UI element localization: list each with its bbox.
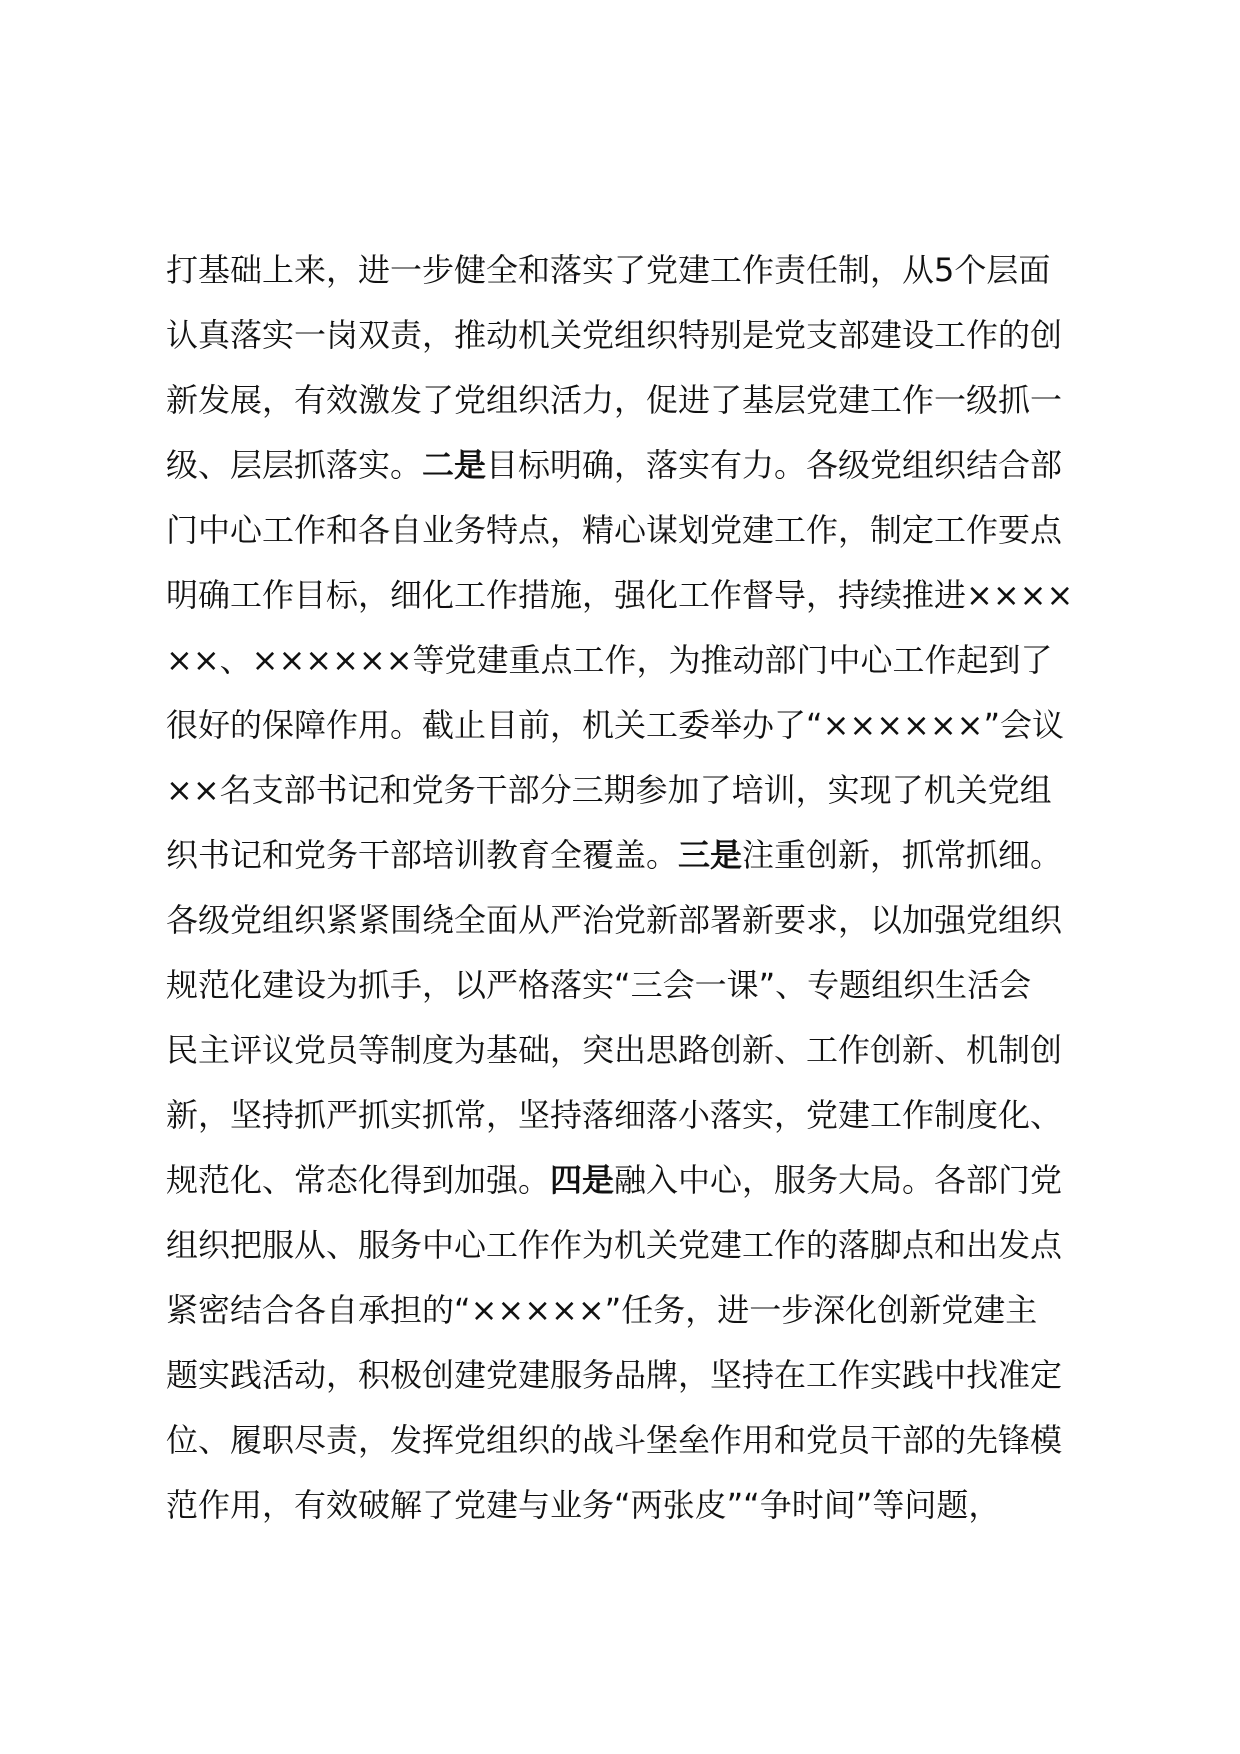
- text-run: ××、××××××等党建重点工作，为推动部门中心工作起到了: [166, 641, 1053, 679]
- body-text: [166, 238, 1126, 1538]
- text-run: 织书记和党务干部培训教育全覆盖。: [166, 836, 679, 874]
- text-run: 位、履职尽责，发挥党组织的战斗堡垒作用和党员干部的先锋模: [166, 1421, 1063, 1459]
- text-line: [166, 1343, 1126, 1408]
- text-line: [166, 953, 1126, 1018]
- text-run: 很好的保障作用。截止目前，机关工委举办了“××××××”会议: [166, 706, 1065, 744]
- text-line: [166, 498, 1126, 563]
- text-run: 紧密结合各自承担的“×××××”任务，进一步深化创新党建主: [166, 1291, 1038, 1329]
- text-run: 规范化、常态化得到加强。: [166, 1161, 551, 1199]
- text-line: [166, 368, 1126, 433]
- text-run: 明确工作目标，细化工作措施，强化工作督导，持续推进××××: [166, 576, 1074, 614]
- text-line: [166, 303, 1126, 368]
- emphasis-run: 三是: [678, 836, 743, 874]
- text-line: [166, 433, 1126, 498]
- text-line: [166, 1018, 1126, 1083]
- text-line: [166, 823, 1126, 888]
- text-run: 认真落实一岗双责，推动机关党组织特别是党支部建设工作的创: [166, 316, 1063, 354]
- text-line: [166, 1473, 1126, 1538]
- text-run: 各级党组织紧紧围绕全面从严治党新部署新要求，以加强党组织: [166, 901, 1063, 939]
- text-line: [166, 1408, 1126, 1473]
- text-line: [166, 628, 1126, 693]
- text-run: 范作用，有效破解了党建与业务“两张皮”“争时间”等问题，: [166, 1486, 1001, 1524]
- text-run: 注重创新，抓常抓细。: [742, 836, 1063, 874]
- text-run: 目标明确，落实有力。各级党组织结合部: [486, 446, 1063, 484]
- text-line: [166, 1148, 1126, 1213]
- text-line: [166, 758, 1126, 823]
- text-line: [166, 1083, 1126, 1148]
- text-line: [166, 563, 1126, 628]
- text-run: 门中心工作和各自业务特点，精心谋划党建工作，制定工作要点: [166, 511, 1063, 549]
- text-run: 组织把服从、服务中心工作作为机关党建工作的落脚点和出发点: [166, 1226, 1063, 1264]
- text-line: [166, 238, 1126, 303]
- text-run: 融入中心，服务大局。各部门党: [614, 1161, 1063, 1199]
- text-run: 规范化建设为抓手，以严格落实“三会一课”、专题组织生活会: [166, 966, 1032, 1004]
- text-run: 新，坚持抓严抓实抓常，坚持落细落小落实，党建工作制度化、: [166, 1096, 1063, 1134]
- emphasis-run: 四是: [550, 1161, 615, 1199]
- text-run: 题实践活动，积极创建党建服务品牌，坚持在工作实践中找准定: [166, 1356, 1063, 1394]
- text-run: 打基础上来，进一步健全和落实了党建工作责任制，从5个层面: [166, 251, 1051, 289]
- text-line: [166, 888, 1126, 953]
- text-line: [166, 1213, 1126, 1278]
- text-run: ××名支部书记和党务干部分三期参加了培训，实现了机关党组: [166, 771, 1052, 809]
- text-run: 级、层层抓落实。: [166, 446, 423, 484]
- text-line: [166, 1278, 1126, 1343]
- text-line: [166, 693, 1126, 758]
- text-run: 民主评议党员等制度为基础，突出思路创新、工作创新、机制创: [166, 1031, 1063, 1069]
- text-run: 新发展，有效激发了党组织活力，促进了基层党建工作一级抓一: [166, 381, 1063, 419]
- emphasis-run: 二是: [422, 446, 487, 484]
